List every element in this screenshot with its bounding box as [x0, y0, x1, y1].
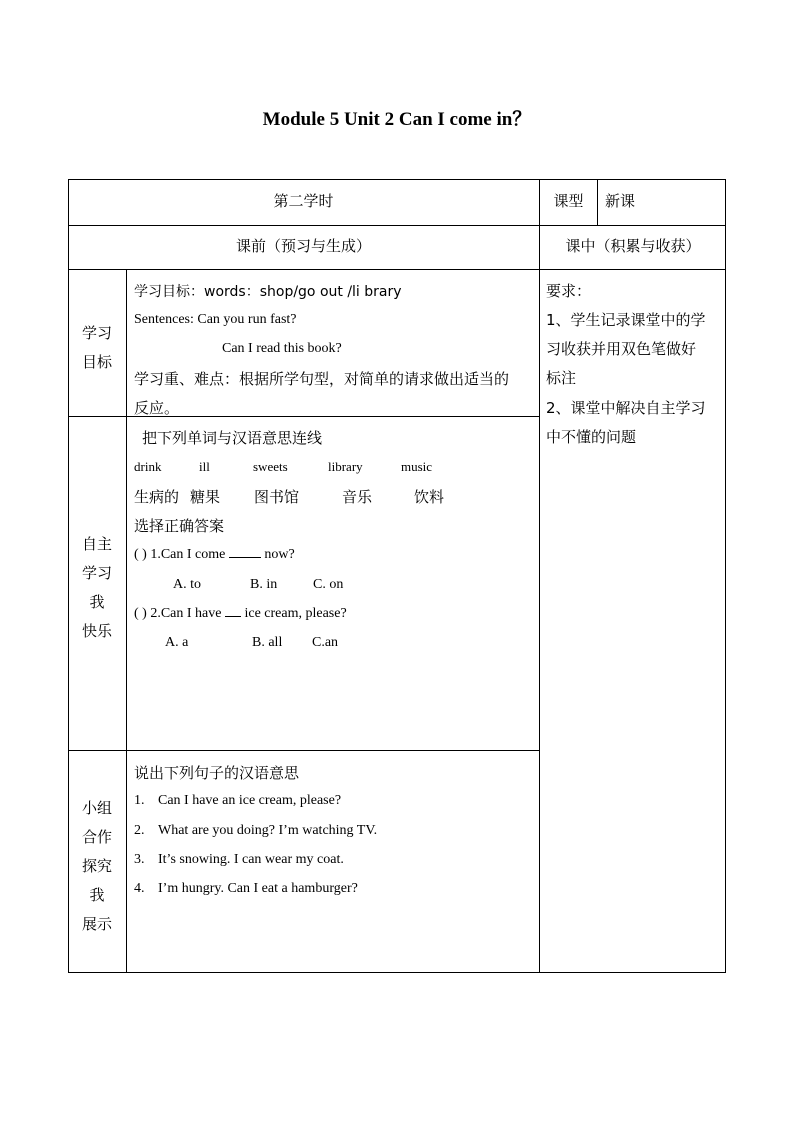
- document-title: Module 5 Unit 2 Can I come in？: [262, 109, 532, 130]
- word-item: ill: [199, 459, 210, 474]
- goals-line-words: [134, 281, 402, 301]
- translate-instruction: 说出下列句子的汉语意思: [134, 764, 300, 782]
- meaning-item: 生病的: [134, 488, 180, 506]
- sentence-item: [134, 881, 358, 897]
- row-divider: [68, 269, 726, 270]
- meaning-item: 糖果: [190, 488, 221, 506]
- self-study-label-line: 快乐: [81, 622, 112, 640]
- group-label-line: 小组: [81, 799, 112, 817]
- requirements-line: 习收获并用双色笔做好: [546, 340, 697, 358]
- row-divider: [68, 750, 540, 751]
- sentence-number: 2.: [134, 823, 145, 838]
- sentence-text: It’s snowing. I can wear my coat.: [158, 852, 344, 867]
- requirements-line: 中不懂的问题: [546, 428, 637, 446]
- option-item: C. on: [313, 577, 344, 592]
- in-class-header: 课中（积累与收获）: [565, 237, 701, 255]
- goals-line-sentences: Sentences: Can you run fast?: [134, 312, 297, 327]
- answer-blank[interactable]: [229, 557, 261, 558]
- choose-answer-title: 选择正确答案: [134, 517, 225, 535]
- goals-label-line: 学习: [81, 324, 112, 342]
- option-item: B. in: [250, 577, 278, 592]
- table-border-top: [68, 179, 726, 180]
- option-item: B. all: [252, 635, 283, 650]
- requirements-line: 2、课堂中解决自主学习: [546, 399, 706, 417]
- word-item: library: [328, 459, 363, 474]
- question-1: [134, 547, 295, 563]
- word-item: sweets: [253, 459, 288, 474]
- sentence-item: [134, 852, 344, 868]
- sentence-number: 4.: [134, 881, 145, 896]
- word-item: music: [401, 459, 433, 474]
- group-label-line: 探究: [81, 857, 112, 875]
- column-divider: [539, 179, 540, 973]
- question-2: [134, 606, 347, 622]
- group-label-line: 我: [89, 886, 105, 904]
- group-label-line: 合作: [81, 828, 112, 846]
- self-study-label-line: 我: [89, 593, 105, 611]
- goals-line-keypoints-end: 反应。: [134, 399, 180, 417]
- question-2-prefix: ( ) 2.Can I have: [134, 606, 222, 621]
- answer-blank[interactable]: [225, 616, 241, 617]
- goals-line-keypoints: 学习重、难点：根据所学句型，对简单的请求做出适当的: [134, 370, 510, 388]
- type-label-cell: 课型: [553, 192, 584, 210]
- question-2-suffix: ice cream, please?: [244, 606, 347, 621]
- requirements-line: 标注: [546, 369, 577, 387]
- sentence-text: I’m hungry. Can I eat a hamburger?: [158, 881, 358, 896]
- option-item: C.an: [312, 635, 339, 650]
- matching-instruction: 把下列单词与汉语意思连线: [142, 429, 323, 447]
- column-divider: [126, 269, 127, 973]
- question-1-suffix: now?: [264, 547, 295, 562]
- option-item: A. to: [173, 577, 201, 592]
- requirements-line: 1、学生记录课堂中的学: [546, 311, 706, 329]
- word-item: drink: [134, 459, 162, 474]
- goals-label-line: 目标: [81, 353, 112, 371]
- sentence-number: 1.: [134, 793, 145, 808]
- table-border-right: [725, 179, 726, 973]
- type-value-cell: 新课: [605, 192, 636, 210]
- sentence-text: Can I have an ice cream, please?: [158, 793, 342, 808]
- option-item: A. a: [165, 635, 189, 650]
- row-divider: [68, 225, 726, 226]
- goals-words-text: 学习目标：words：shop/go out /li brary: [134, 284, 402, 300]
- column-divider: [597, 179, 598, 226]
- goals-line-sentence2: Can I read this book?: [222, 341, 342, 356]
- pre-class-header: 课前（预习与生成）: [235, 237, 371, 255]
- sentence-item: [134, 823, 377, 839]
- question-1-prefix: ( ) 1.Can I come: [134, 547, 226, 562]
- sentence-text: What are you doing? I’m watching TV.: [158, 823, 378, 838]
- meaning-item: 音乐: [342, 488, 373, 506]
- period-cell: 第二学时: [273, 192, 334, 210]
- sentence-number: 3.: [134, 852, 145, 867]
- self-study-label-line: 自主: [81, 535, 112, 553]
- self-study-label-line: 学习: [81, 564, 112, 582]
- group-label-line: 展示: [81, 915, 112, 933]
- requirements-line: 要求：: [546, 282, 592, 300]
- table-border-bottom: [68, 972, 726, 973]
- meaning-item: 图书馆: [254, 488, 300, 506]
- meaning-item: 饮料: [414, 488, 445, 506]
- sentence-item: [134, 793, 341, 809]
